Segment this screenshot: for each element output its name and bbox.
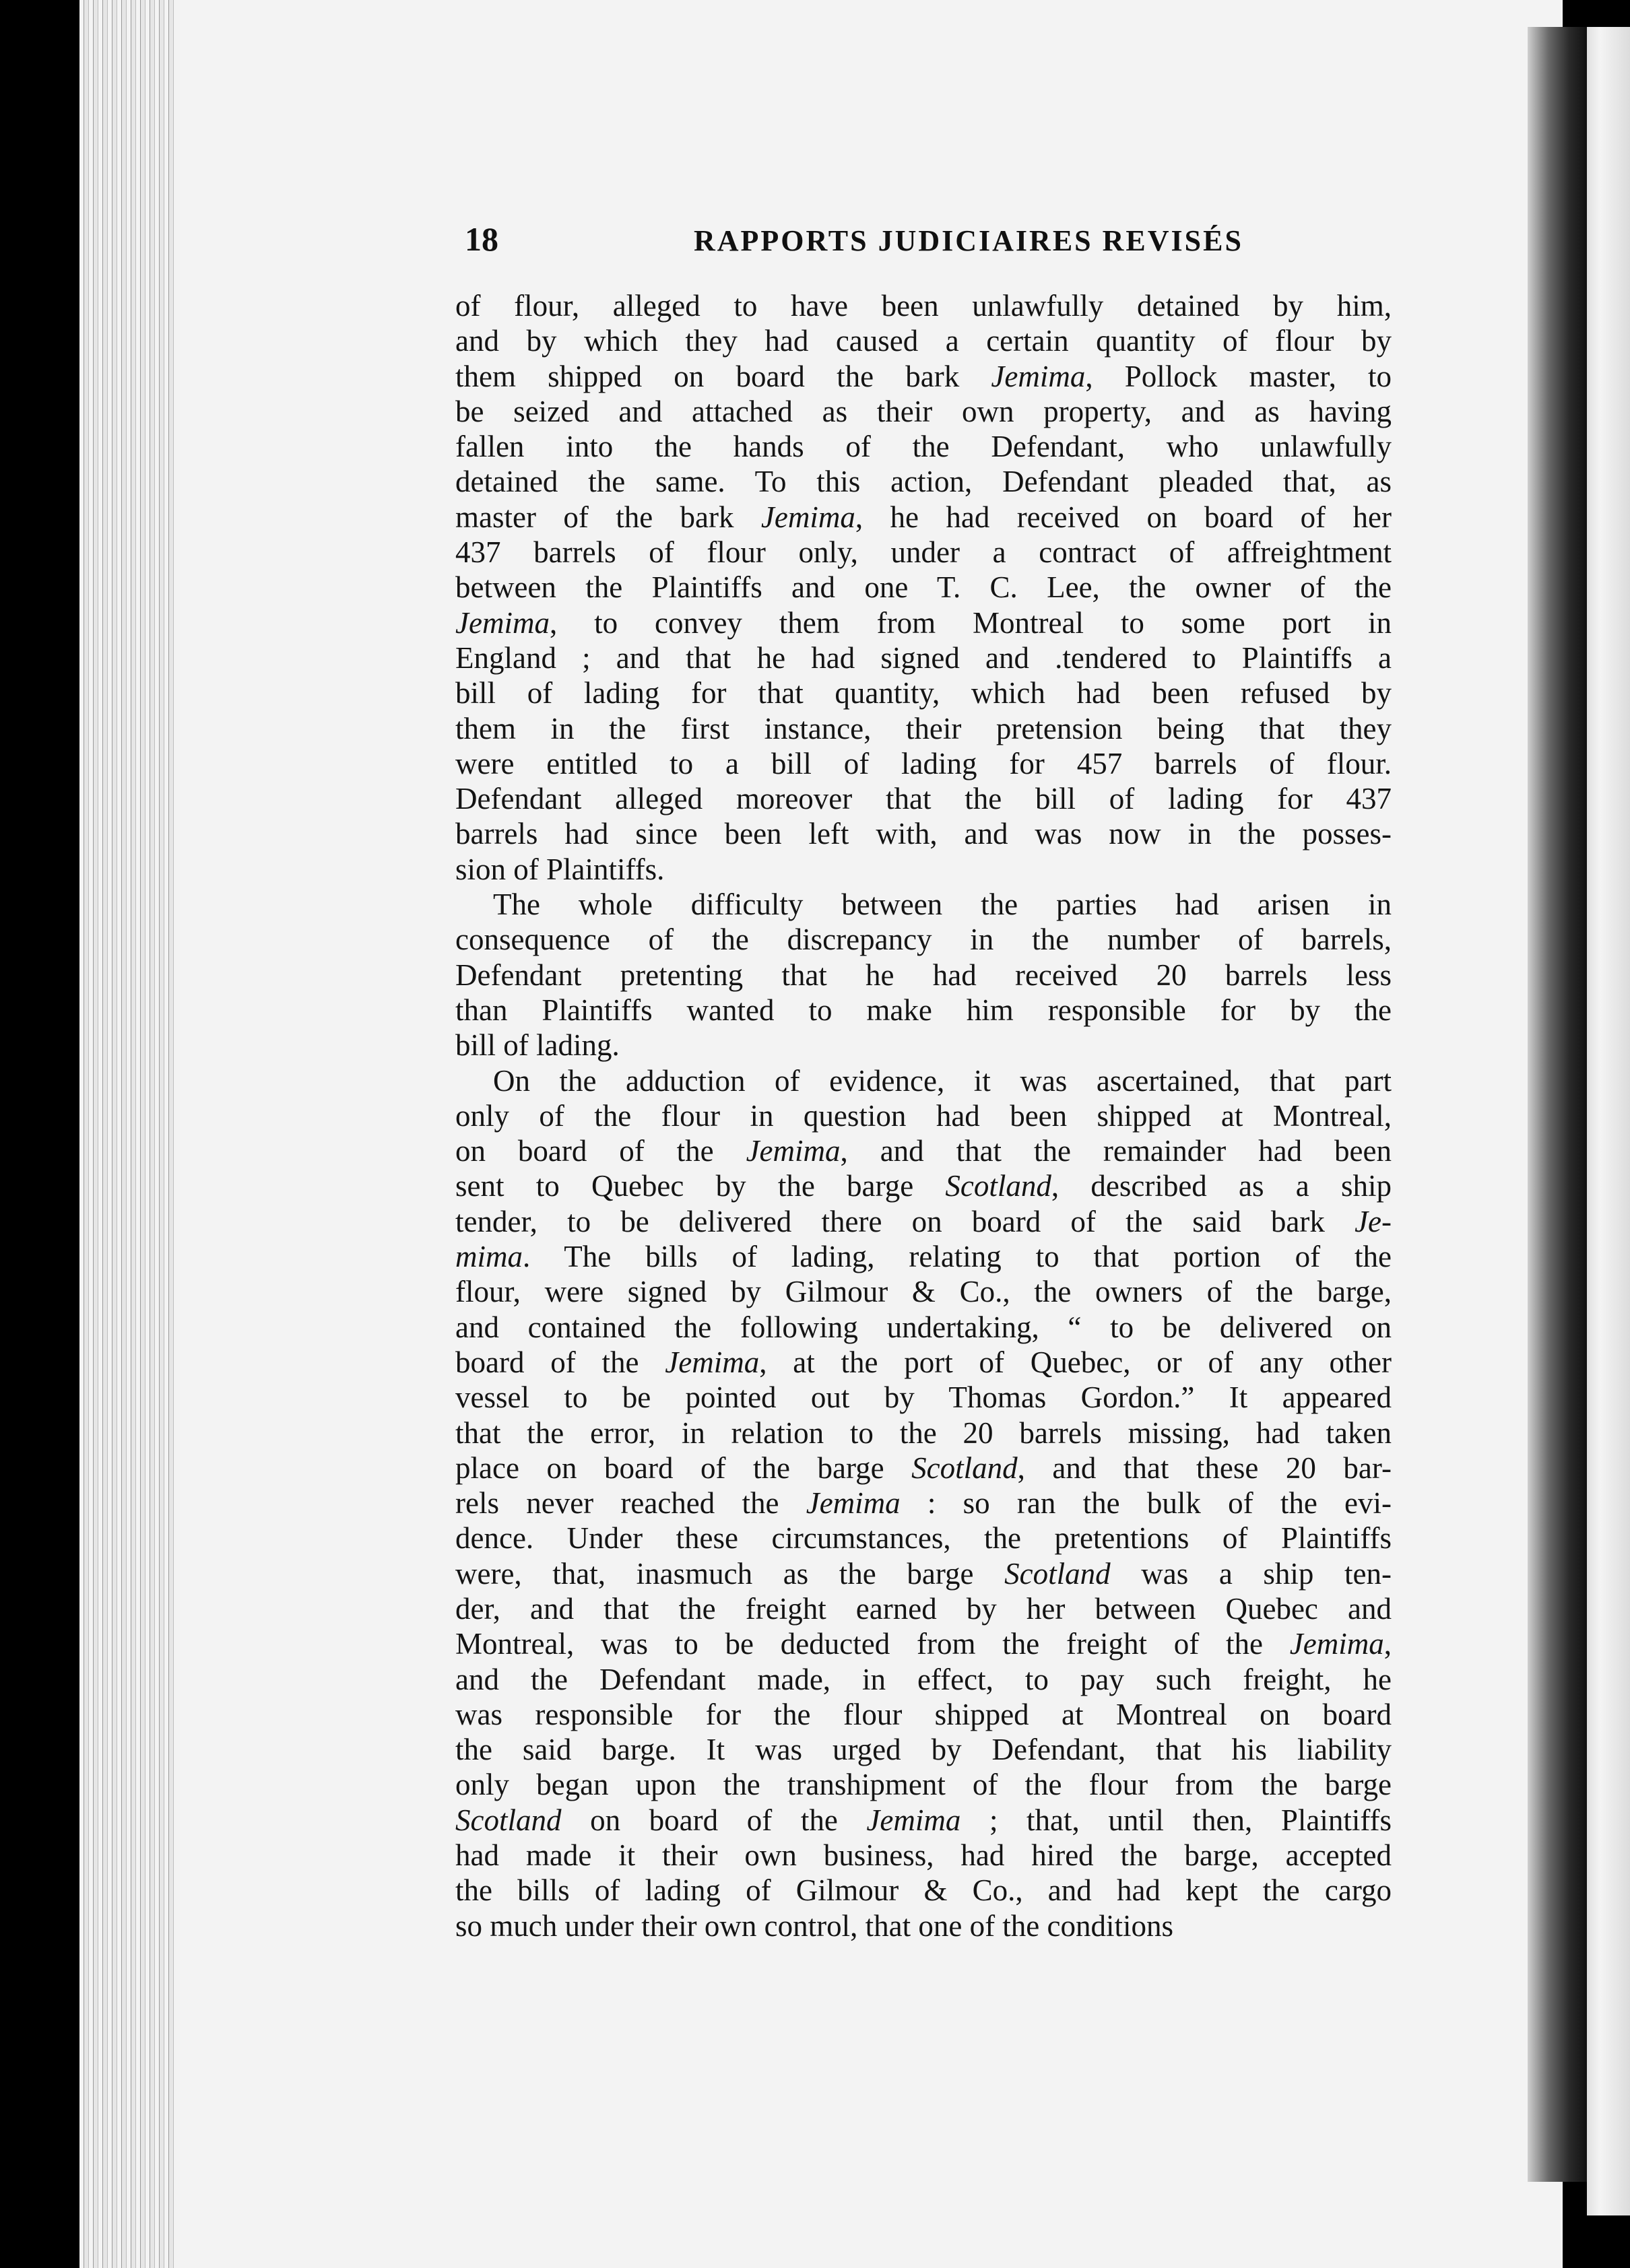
text-line: consequence of the discrepancy in the number of barrels, [455, 923, 1392, 957]
text-line: them shipped on board the bark Jemima, Pollock master, to [455, 359, 1392, 393]
text-line: detained the same. To this action, Defendant pleaded that, as [455, 465, 1392, 499]
text-line: bill of lading. [455, 1028, 620, 1063]
text-line: On the adduction of evidence, it was ascertained, that part [493, 1063, 1392, 1098]
text-line: The whole difficulty between the parties had arisen in [493, 888, 1392, 922]
text-line: and by which they had caused a certain quantity of flour by [455, 324, 1392, 358]
text-line: were entitled to a bill of lading for 457 barrels of flour. [455, 746, 1392, 780]
text-line: were, that, inasmuch as the barge Scotland was a ship ten- [455, 1556, 1392, 1591]
binding-shadow [1528, 27, 1587, 2182]
text-line: master of the bark Jemima, he had received on board of her [455, 500, 1392, 534]
text-line: than Plaintiffs wanted to make him responsible for by the [455, 993, 1392, 1027]
text-line: England ; and that he had signed and .tendered to Plaintiffs a [455, 640, 1392, 675]
text-line: only of the flour in question had been shipped at Montreal, [455, 1098, 1392, 1133]
text-line: vessel to be pointed out by Thomas Gordon.” It appeared [455, 1380, 1392, 1415]
text-line: sent to Quebec by the barge Scotland, described as a ship [455, 1169, 1392, 1203]
text-line: Defendant alleged moreover that the bill of lading for 437 [455, 782, 1392, 816]
facing-page-strip [1587, 27, 1630, 2215]
page-number: 18 [465, 220, 498, 258]
text-line: was responsible for the flour shipped at Montreal on board [455, 1697, 1392, 1731]
text-line: rels never reached the Jemima : so ran the bulk of the evi- [455, 1486, 1392, 1521]
text-line: tender, to be delivered there on board of the said bark Je- [455, 1204, 1392, 1238]
text-line: them in the first instance, their pretension being that they [455, 711, 1392, 745]
text-line: flour, were signed by Gilmour & Co., the owners of the barge, [455, 1275, 1392, 1309]
text-line: had made it their own business, had hired the barge, accepted [455, 1838, 1392, 1873]
text-line: be seized and attached as their own property, and as having [455, 394, 1392, 428]
text-line: fallen into the hands of the Defendant, who unlawfully [455, 430, 1392, 464]
text-line: der, and that the freight earned by her between Quebec and [455, 1591, 1392, 1626]
text-line: that the error, in relation to the 20 barrels missing, had taken [455, 1415, 1392, 1450]
text-line: the bills of lading of Gilmour & Co., and had kept the cargo [455, 1873, 1392, 1908]
page-header [465, 220, 1394, 267]
text-line: the said barge. It was urged by Defendant, that his liability [455, 1733, 1392, 1767]
text-line: sion of Plaintiffs. [455, 852, 665, 886]
text-line: Montreal, was to be deducted from the freight of the Jemima, [455, 1627, 1392, 1661]
text-line: barrels had since been left with, and was now in the posses- [455, 817, 1392, 851]
text-line: bill of lading for that quantity, which had been refused by [455, 676, 1392, 710]
text-line: Defendant pretenting that he had received 20 barrels less [455, 958, 1392, 992]
text-line: mima. The bills of lading, relating to that portion of the [455, 1240, 1392, 1274]
text-line: so much under their own control, that one of the conditions [455, 1908, 1174, 1943]
text-line: only began upon the transhipment of the flour from the barge [455, 1768, 1392, 1802]
text-line: Jemima, to convey them from Montreal to some port in [455, 605, 1392, 640]
text-line: board of the Jemima, at the port of Quebec, or of any other [455, 1345, 1392, 1379]
text-line: and the Defendant made, in effect, to pay such freight, he [455, 1662, 1392, 1696]
running-title: RAPPORTS JUDICIAIRES REVISÉS [694, 224, 1243, 257]
book-page-edges [79, 0, 182, 2268]
text-line: of flour, alleged to have been unlawfully detained by him, [455, 289, 1392, 323]
text-line: place on board of the barge Scotland, and that these 20 bar- [455, 1450, 1392, 1485]
text-line: Scotland on board of the Jemima ; that, until then, Plaintiffs [455, 1803, 1392, 1837]
text-line: between the Plaintiffs and one T. C. Lee, the owner of the [455, 570, 1392, 605]
text-line: on board of the Jemima, and that the remainder had been [455, 1134, 1392, 1168]
text-line: 437 barrels of flour only, under a contract of affreightment [455, 535, 1392, 570]
text-line: dence. Under these circumstances, the pretentions of Plaintiffs [455, 1521, 1392, 1556]
body-text [455, 288, 1392, 1943]
text-line: and contained the following undertaking, “ to be delivered on [455, 1310, 1392, 1344]
